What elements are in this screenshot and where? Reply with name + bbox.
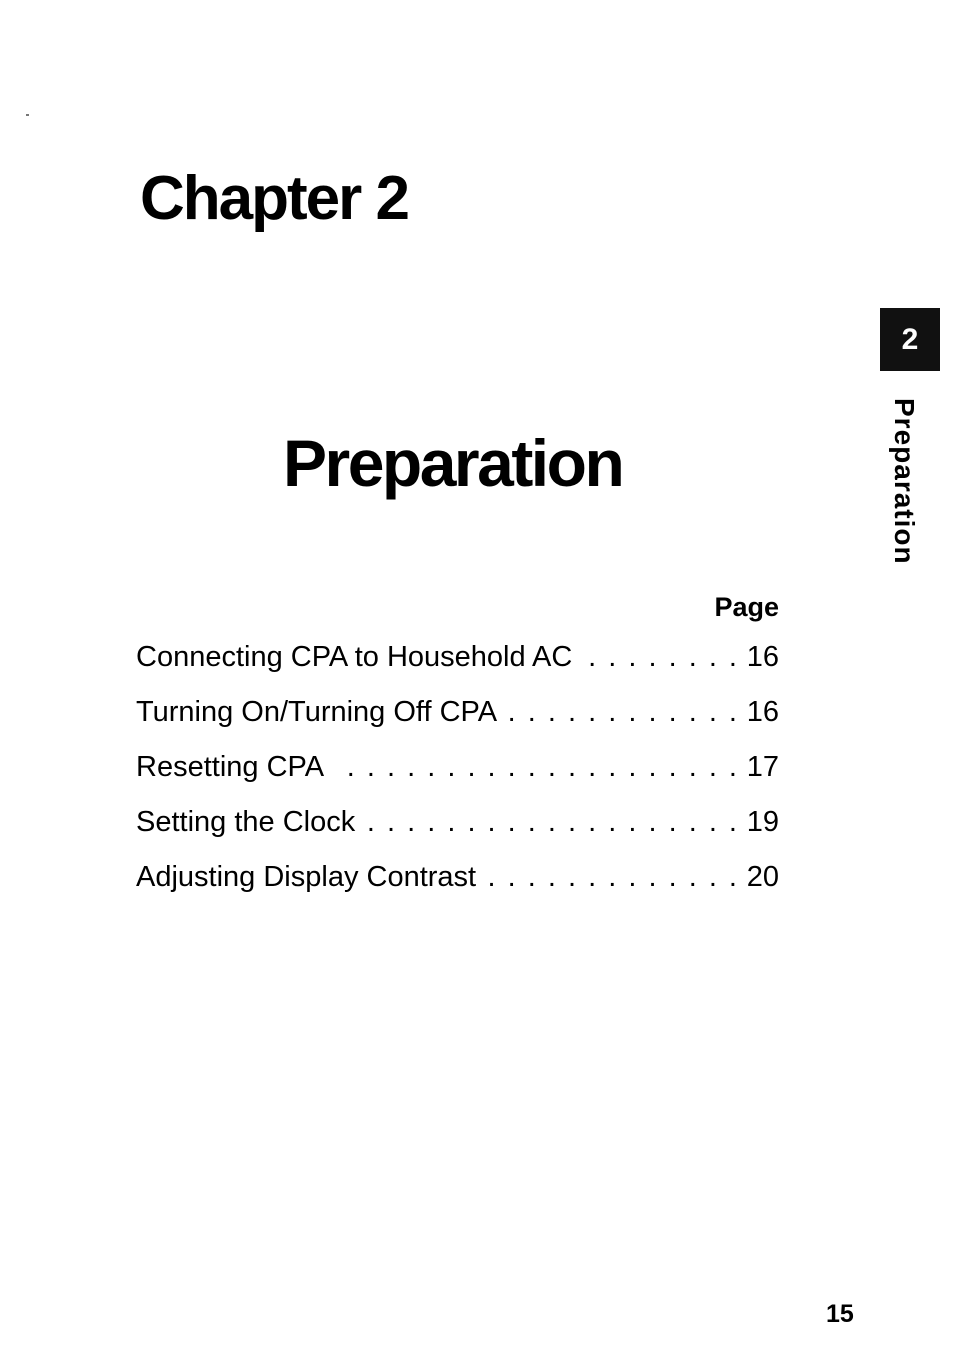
table-of-contents <box>136 590 779 905</box>
toc-entry-label: Adjusting Display Contrast <box>136 861 477 893</box>
toc-list <box>136 630 779 905</box>
toc-dot-leader <box>582 630 739 685</box>
toc-dot-leader <box>334 740 739 795</box>
toc-entry-label: Setting the Clock <box>136 806 356 838</box>
chapter-tab-number: 2 <box>901 323 919 356</box>
toc-entry-page: 17 <box>746 751 779 783</box>
toc-entry-page: 16 <box>746 641 779 673</box>
section-title: Preparation <box>283 426 623 500</box>
toc-dot-leader <box>365 795 739 850</box>
toc-entry-page: 16 <box>746 696 779 728</box>
toc-dot-leader <box>486 850 739 905</box>
toc-entry <box>136 795 779 850</box>
toc-entry <box>136 740 779 795</box>
toc-entry-page: 20 <box>746 861 779 893</box>
chapter-heading: Chapter 2 <box>140 164 408 233</box>
toc-entry-page: 19 <box>746 806 779 838</box>
page-number: 15 <box>826 1300 854 1328</box>
chapter-tab <box>880 308 940 371</box>
toc-entry <box>136 630 779 685</box>
chapter-tab-label: Preparation <box>889 398 920 565</box>
toc-entry <box>136 850 779 905</box>
toc-page-header: Page <box>714 592 779 622</box>
scan-speck <box>26 114 29 116</box>
toc-entry-label: Connecting CPA to Household AC <box>136 641 573 673</box>
toc-entry-label: Turning On/Turning Off CPA <box>136 696 498 728</box>
toc-entry-label: Resetting CPA <box>136 751 325 783</box>
toc-entry <box>136 685 779 740</box>
toc-dot-leader <box>507 685 739 740</box>
